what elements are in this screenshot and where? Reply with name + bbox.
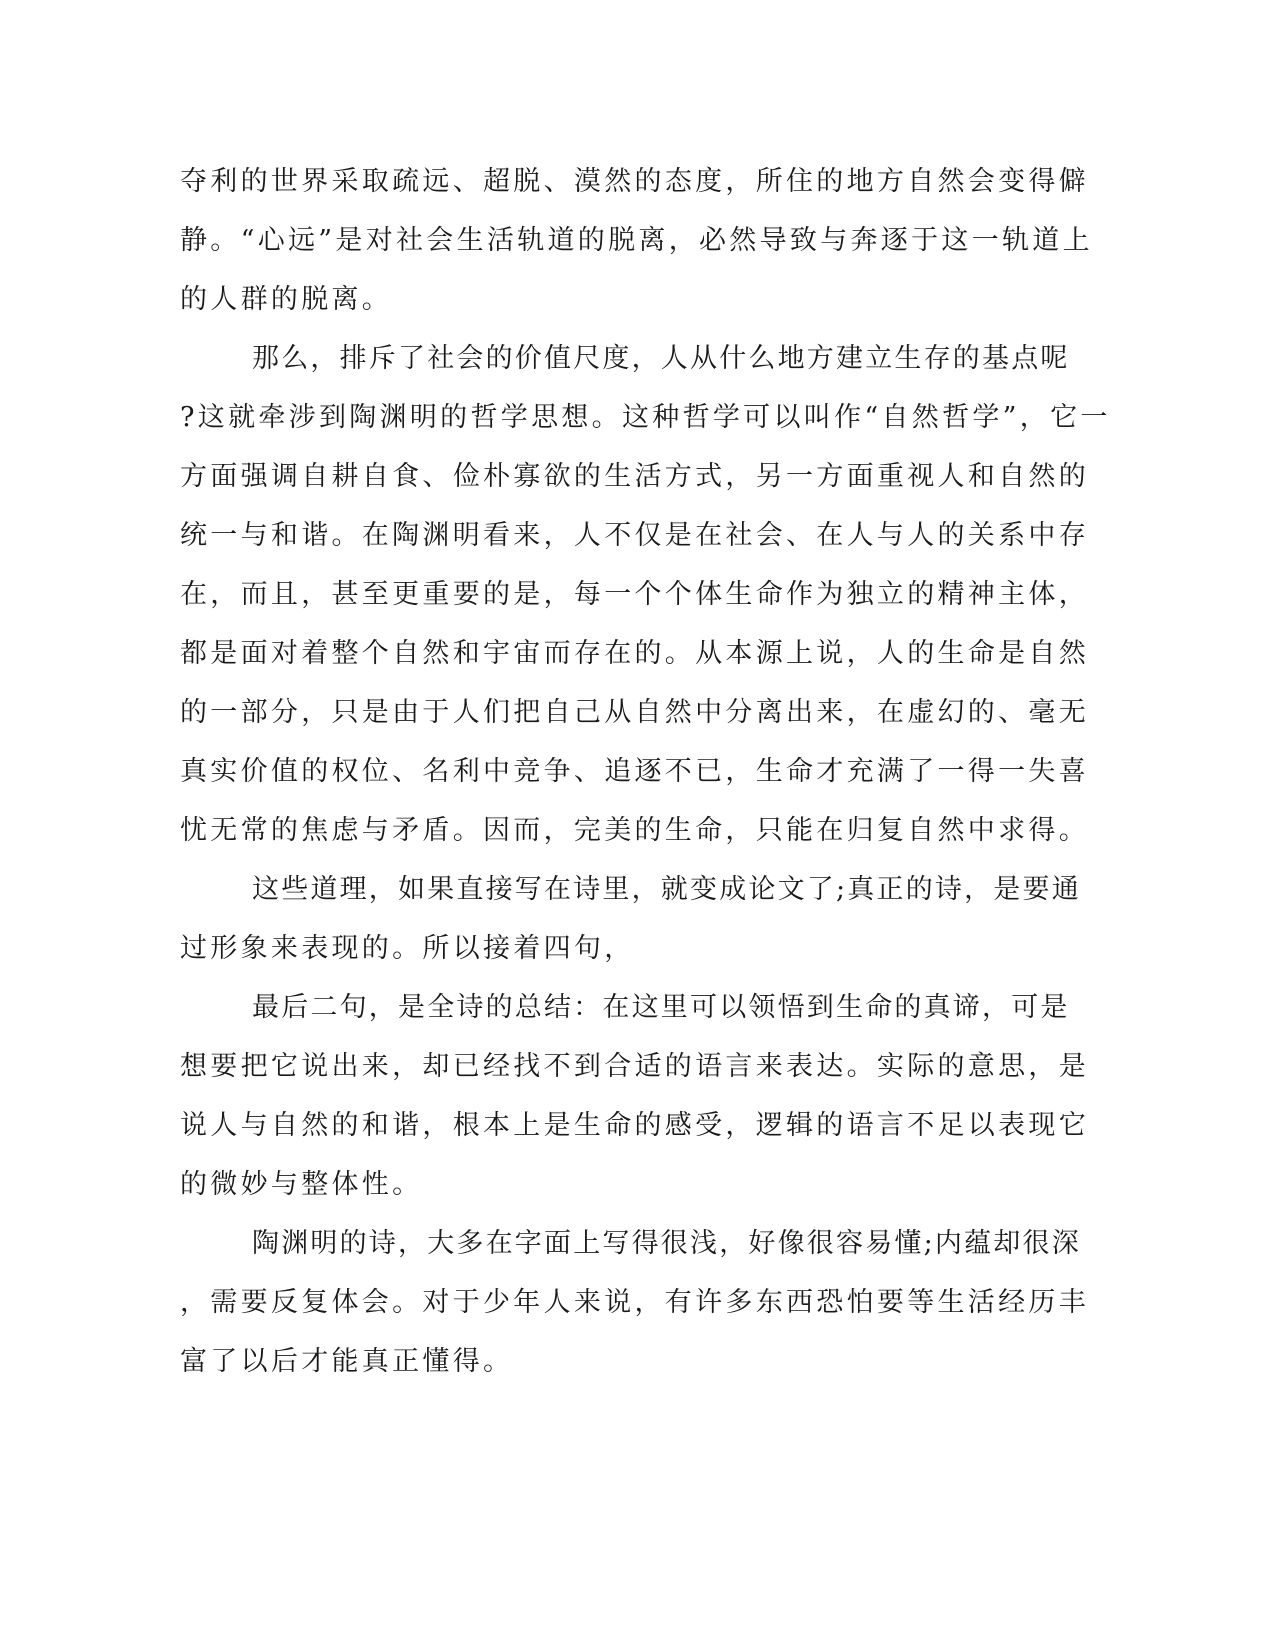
paragraph-start-line: 最后二句，是全诗的总结：在这里可以领悟到生命的真谛，可是 [252,992,1070,1023]
text-line: 想要把它说出来，却已经找不到合适的语言来表达。实际的意思，是 [180,1051,1089,1082]
text-line: 静。“心远”是对社会生活轨道的脱离，必然导致与奔逐于这一轨道上 [180,225,1093,256]
text-line: 过形象来表现的。所以接着四句， [180,933,635,964]
text-line: 忧无常的焦虑与矛盾。因而，完美的生命，只能在归复自然中求得。 [180,815,1089,846]
text-line: 在，而且，甚至更重要的是，每一个个体生命作为独立的精神主体， [180,579,1089,610]
paragraph-start-line: 那么，排斥了社会的价值尺度，人从什么地方建立生存的基点呢 [252,343,1070,374]
text-line: 的微妙与整体性。 [180,1169,423,1200]
text-line: ，需要反复体会。对于少年人来说，有许多东西恐怕要等生活经历丰 [180,1287,1089,1318]
text-line: 的一部分，只是由于人们把自己从自然中分离出来，在虚幻的、毫无 [180,697,1089,728]
document-body [180,158,1111,1397]
text-line: ?这就牵涉到陶渊明的哲学思想。这种哲学可以叫作“自然哲学”，它一 [180,402,1111,433]
text-line: 富了以后才能真正懂得。 [180,1346,514,1377]
text-line: 都是面对着整个自然和宇宙而存在的。从本源上说，人的生命是自然 [180,638,1089,669]
text-line: 的人群的脱离。 [180,284,393,315]
paragraph-start-line: 陶渊明的诗，大多在字面上写得很浅，好像很容易懂;内蕴却很深 [252,1228,1081,1259]
text-line: 夺利的世界采取疏远、超脱、漠然的态度，所住的地方自然会变得僻 [180,166,1089,197]
text-line: 说人与自然的和谐，根本上是生命的感受，逻辑的语言不足以表现它 [180,1110,1089,1141]
text-line: 统一与和谐。在陶渊明看来，人不仅是在社会、在人与人的关系中存 [180,520,1089,551]
paragraph-start-line: 这些道理，如果直接写在诗里，就变成论文了;真正的诗，是要通 [252,874,1081,905]
text-line: 方面强调自耕自食、俭朴寡欲的生活方式，另一方面重视人和自然的 [180,461,1089,492]
text-line: 真实价值的权位、名利中竞争、追逐不已，生命才充满了一得一失喜 [180,756,1089,787]
